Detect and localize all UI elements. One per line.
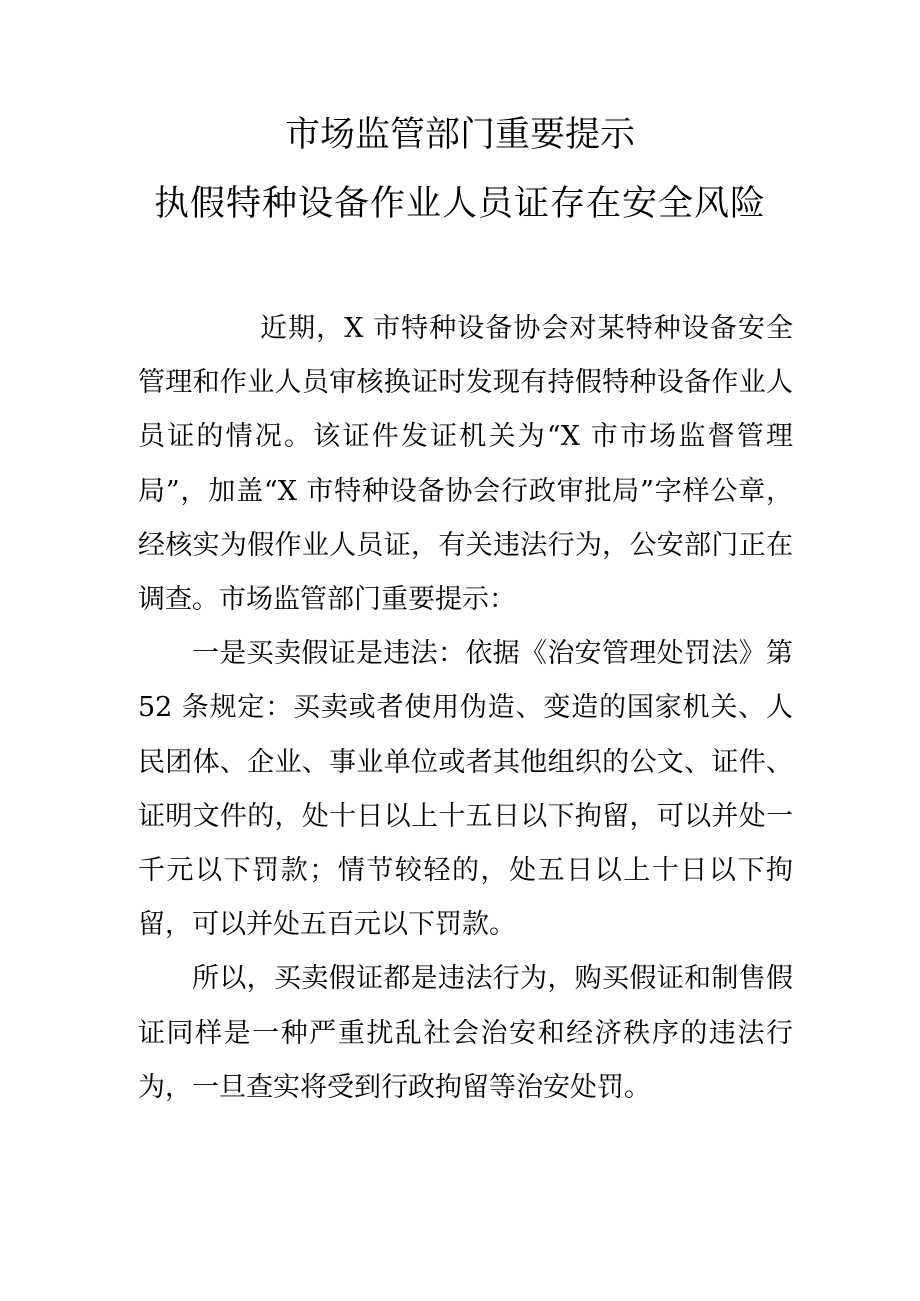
document-title-line-1: 市场监管部门重要提示 [284,115,635,155]
document-title-line-2: 执假特种设备作业人员证存在安全风险 [153,184,766,224]
document-body [138,302,793,1115]
paragraph-legal-basis: 一是买卖假证是违法：依据《治安管理处罚法》第 52 条规定：买卖或者使用伪造、变造的国家机关、人民团体、企业、事业单位或者其他组织的公文、证件、证明文件的，处十日以上十五日以下拘留，可以并处一千元以下罚款；情节较轻的，处五日以上十日以下拘留，可以并处五百元以下罚款。 [138,638,793,941]
paragraph-intro: 近期，X 市特种设备协会对某特种设备安全管理和作业人员审核换证时发现有持假特种设备作业人员证的情况。该证件发证机关为“X 市市场监督管理局”，加盖“X 市特种设备协会行政审批局”字样公章，经核实为假作业人员证，有关违法行为，公安部门正在调查。市场监管部门重要提示： [138,313,793,616]
paragraph-conclusion: 所以，买卖假证都是违法行为，购买假证和制售假证同样是一种严重扰乱社会治安和经济秩序的违法行为，一旦查实将受到行政拘留等治安处罚。 [138,963,793,1103]
